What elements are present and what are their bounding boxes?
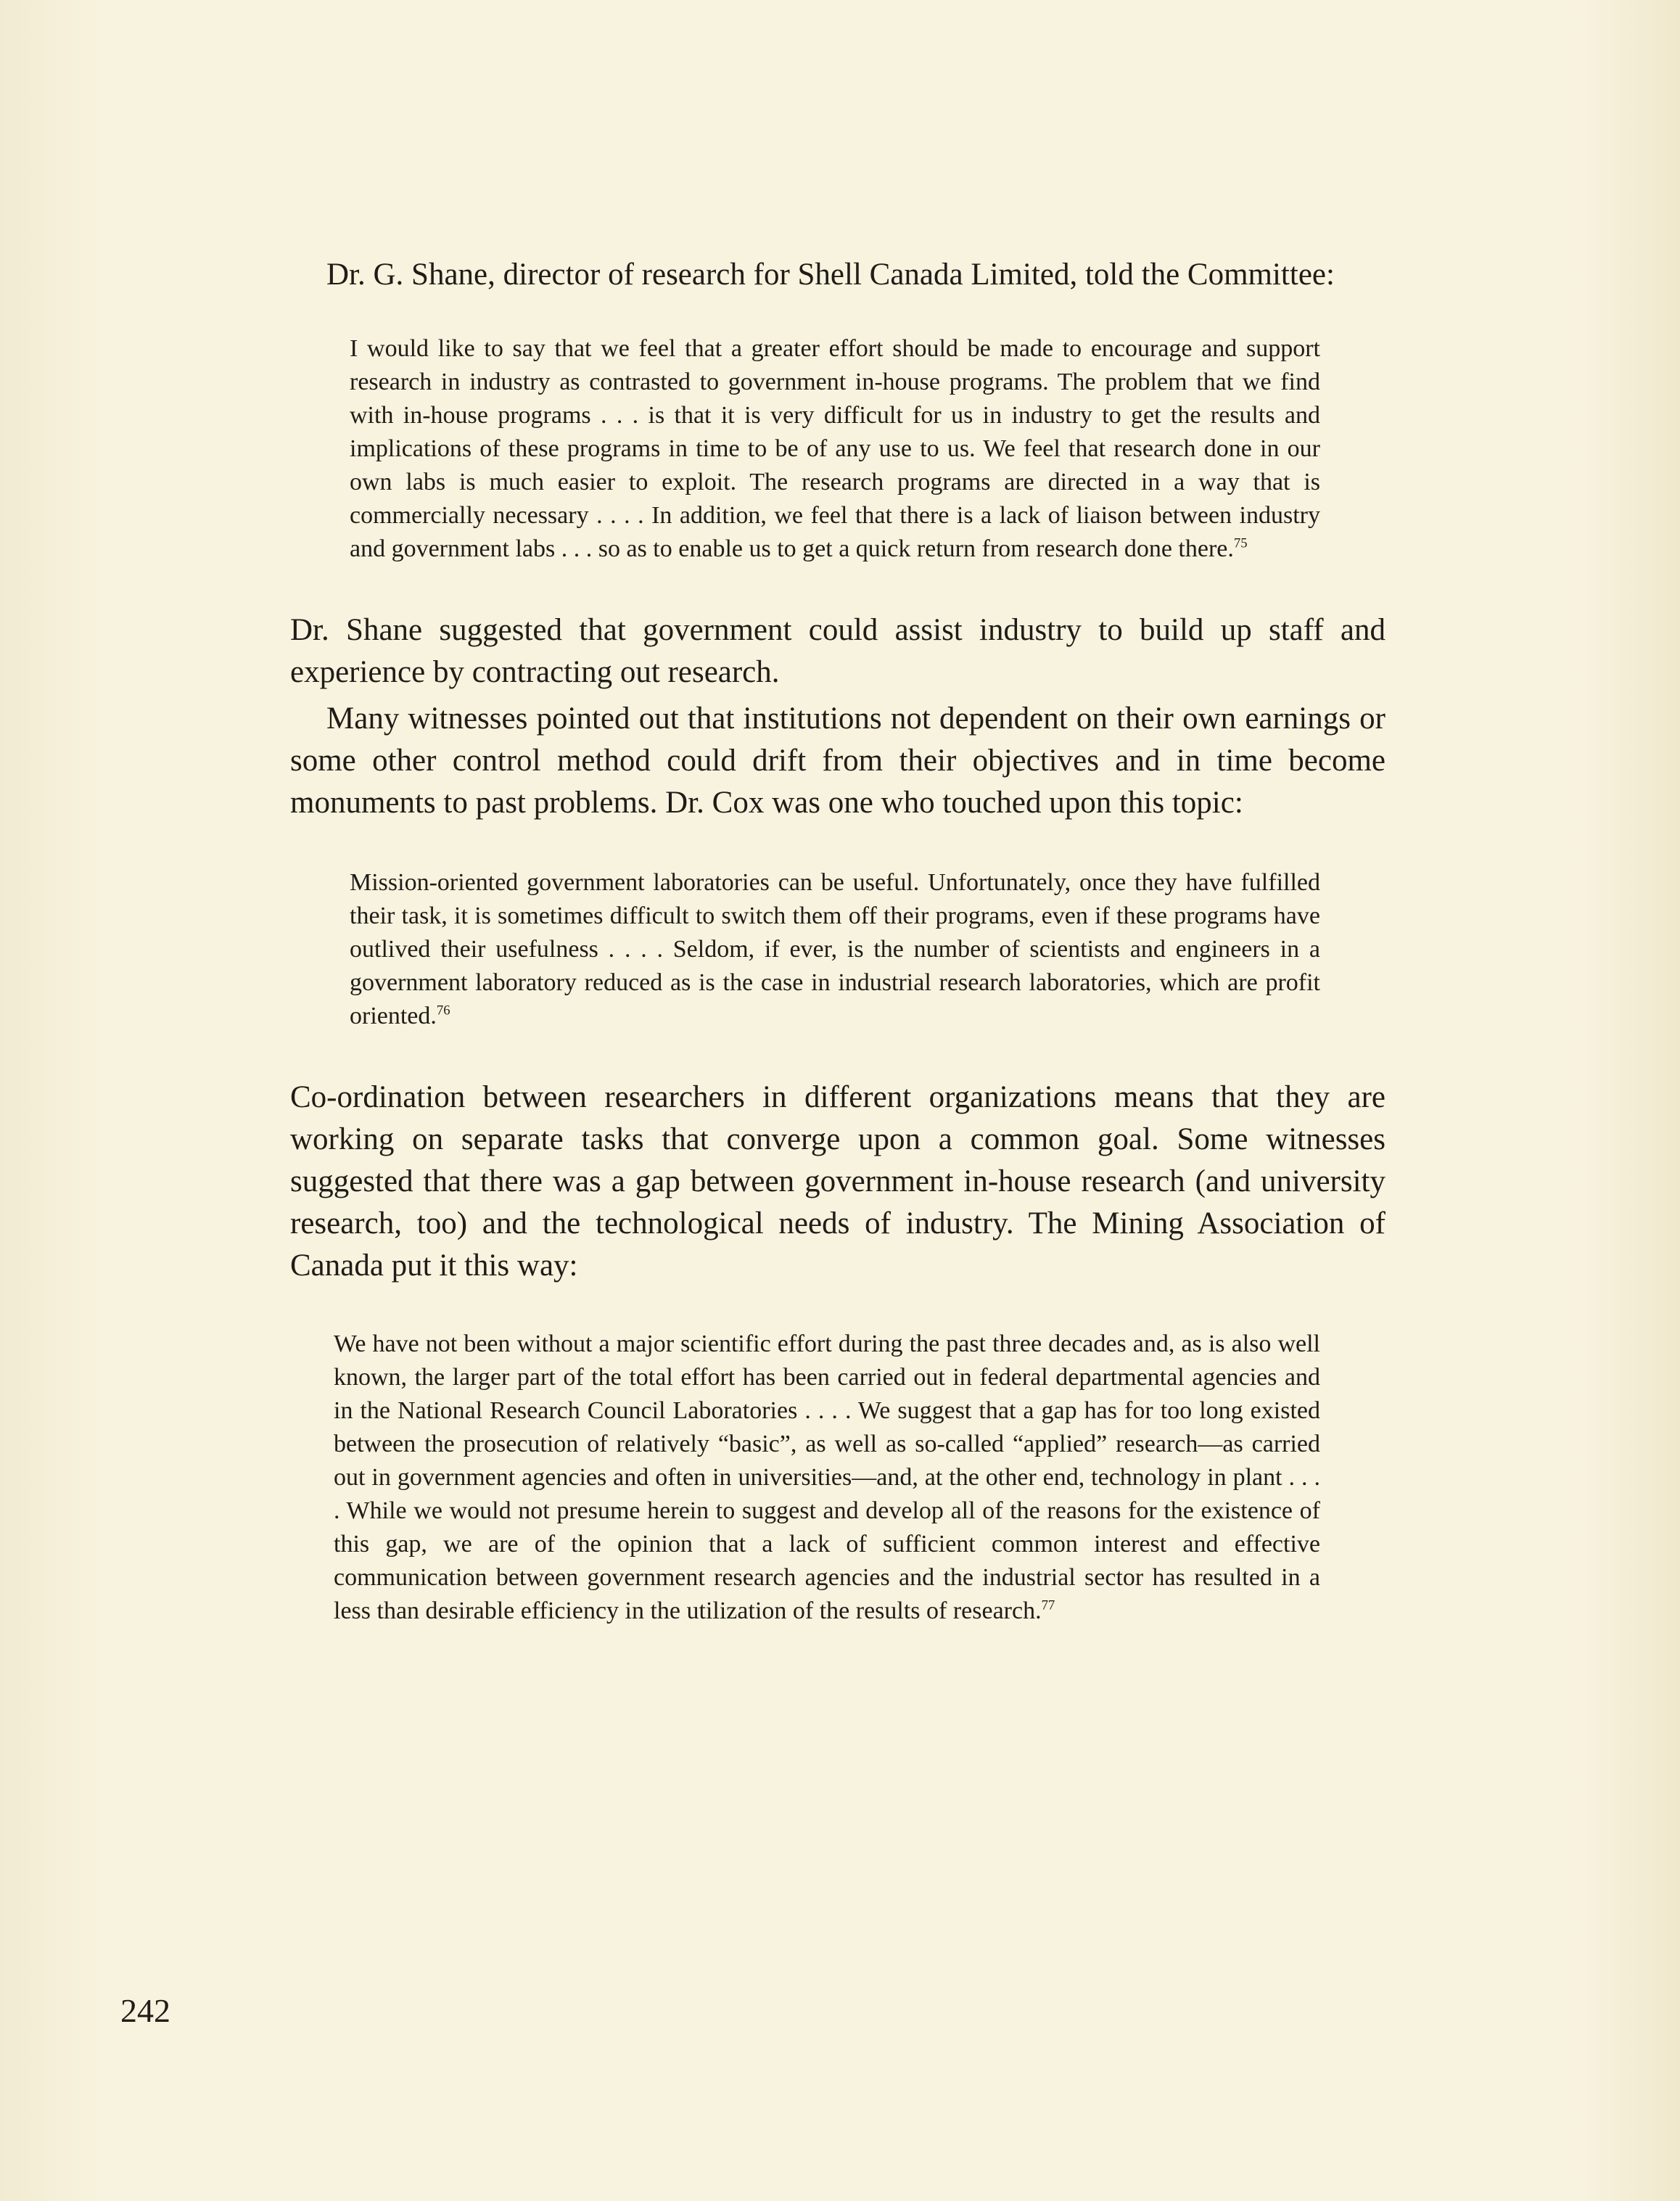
- paragraph-many-witnesses: Many witnesses pointed out that institutions not dependent on their own earnings or some other control method could drift from their objectives and in time become monuments to past problems. Dr. Cox was one who touched upon this topic:: [290, 702, 1385, 820]
- page-body: [290, 254, 1385, 1628]
- footnote-marker: 76: [436, 1003, 450, 1019]
- block-quote-cox: [350, 866, 1320, 1033]
- quote-text: We have not been without a major scientific effort during the past three decades and, as is also well known, the larger part of the total effort has been carried out in federal departmental agencies and in the National Research Council Laboratories . . . . We suggest that a gap has for too long existed between the prosecution of relatively “basic”, as well as so-called “applied” research—as carried out in government agencies and often in universities—and, at the other end, technology in plant . . . . While we would not presume herein to suggest and develop all of the reasons for the existence of this gap, we are of the opinion that a lack of sufficient common interest and effective communication between government research agencies and the industrial sector has resulted in a less than desirable efficiency in the utilization of the results of research.: [334, 1330, 1320, 1624]
- page-number: 242: [120, 1992, 170, 2029]
- paragraph-shane-suggestion: Dr. Shane suggested that government could assist industry to build up staff and experience by contracting out research.: [290, 613, 1385, 689]
- block-quote-shane: [350, 332, 1320, 566]
- paragraph-coordination: Co-ordination between researchers in different organizations means that they are working on separate tasks that converge upon a common goal. Some witnesses suggested that there was a gap between government in-house research (and university research, too) and the technological needs of industry. The Mining Association of Canada put it this way:: [290, 1080, 1385, 1283]
- quote-text: I would like to say that we feel that a greater effort should be made to encourage and support research in industry as contrasted to government in-house programs. The problem that we find with in-house programs . . . is that it is very difficult for us in industry to get the results and implications of these programs in time to be of any use to us. We feel that research done in our own labs is much easier to exploit. The research programs are directed in a way that is commercially necessary . . . . In addition, we feel that there is a lack of liaison between industry and government labs . . . so as to enable us to get a quick return from research done there.: [350, 335, 1320, 562]
- intro-paragraph: Dr. G. Shane, director of research for Shell Canada Limited, told the Committee:: [326, 258, 1335, 292]
- block-quote-mining-association: [334, 1328, 1320, 1628]
- footnote-marker: 77: [1041, 1597, 1055, 1613]
- quote-text: Mission-oriented government laboratories can be useful. Unfortunately, once they have fulfilled their task, it is sometimes difficult to switch them off their programs, even if these programs have outlived their usefulness . . . . Seldom, if ever, is the number of scientists and engineers in a government laboratory reduced as is the case in industrial research laboratories, which are profit oriented.: [350, 869, 1320, 1029]
- footnote-marker: 75: [1233, 535, 1248, 551]
